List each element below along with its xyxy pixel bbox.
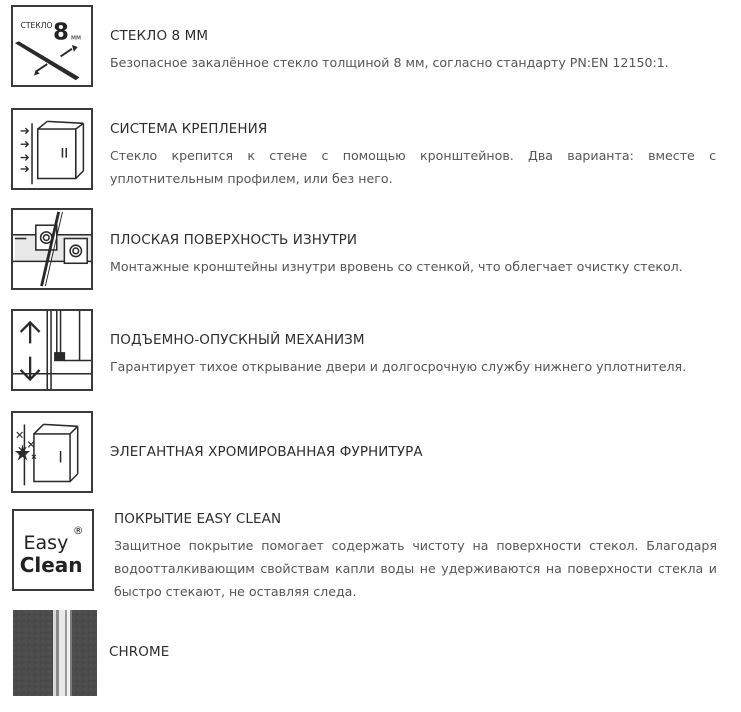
feature-title: ПЛОСКАЯ ПОВЕРХНОСТЬ ИЗНУТРИ <box>110 232 358 248</box>
feature-title: ПОДЪЕМНО-ОПУСКНЫЙ МЕХАНИЗМ <box>110 332 365 348</box>
finish-chrome <box>0 610 741 698</box>
icon-text-mm: мм <box>71 33 82 42</box>
feature-glass-8mm <box>0 5 741 89</box>
feature-description: Гарантирует тихое открывание двери и долгосрочную службу нижнего уплотнителя. <box>110 359 687 374</box>
feature-flat-surface <box>0 208 741 292</box>
chrome-profile-swatch <box>13 610 97 696</box>
icon-text-eight: 8 <box>52 19 69 46</box>
easy-clean-logo-mark: ® <box>72 524 84 537</box>
feature-description: Стекло крепится к стене с помощью кронштейнов. Два варианта: вместе с уплотнительным профилем, или без него. <box>110 148 716 186</box>
lift-mechanism-icon <box>11 309 93 391</box>
flat-surface-icon <box>11 208 93 290</box>
glass-thickness-icon <box>11 5 93 87</box>
feature-easy-clean <box>0 509 741 599</box>
feature-title: ЭЛЕГАНТНАЯ ХРОМИРОВАННАЯ ФУРНИТУРА <box>110 444 423 460</box>
feature-mounting-system <box>0 108 741 192</box>
feature-title: СТЕКЛО 8 ММ <box>110 28 209 44</box>
feature-title: ПОКРЫТИЕ EASY CLEAN <box>114 511 282 527</box>
easy-clean-icon <box>12 509 94 591</box>
chrome-fittings-icon <box>11 411 93 493</box>
feature-description: Монтажные кронштейны изнутри вровень со стенкой, что облегчает очистку стекол. <box>110 259 683 274</box>
icon-text-glass: СТЕКЛО <box>20 20 53 30</box>
easy-clean-logo-line1: Easy <box>23 532 69 555</box>
feature-chrome-fittings <box>0 411 741 495</box>
feature-description: Защитное покрытие помогает содержать чистоту на поверхности стекол. Благодаря водоотталкивающим свойствам капли воды не удерживаются на поверхности стекла и быстро стекают, не оставляя следа. <box>114 538 717 599</box>
easy-clean-logo-line2: Clean <box>19 552 83 577</box>
feature-lift-mechanism <box>0 309 741 393</box>
feature-description: Безопасное закалённое стекло толщиной 8 мм, согласно стандарту PN:EN 12150:1. <box>110 55 669 70</box>
finish-label: CHROME <box>109 644 170 660</box>
mounting-system-icon <box>11 108 93 190</box>
feature-title: СИСТЕМА КРЕПЛЕНИЯ <box>110 121 268 137</box>
